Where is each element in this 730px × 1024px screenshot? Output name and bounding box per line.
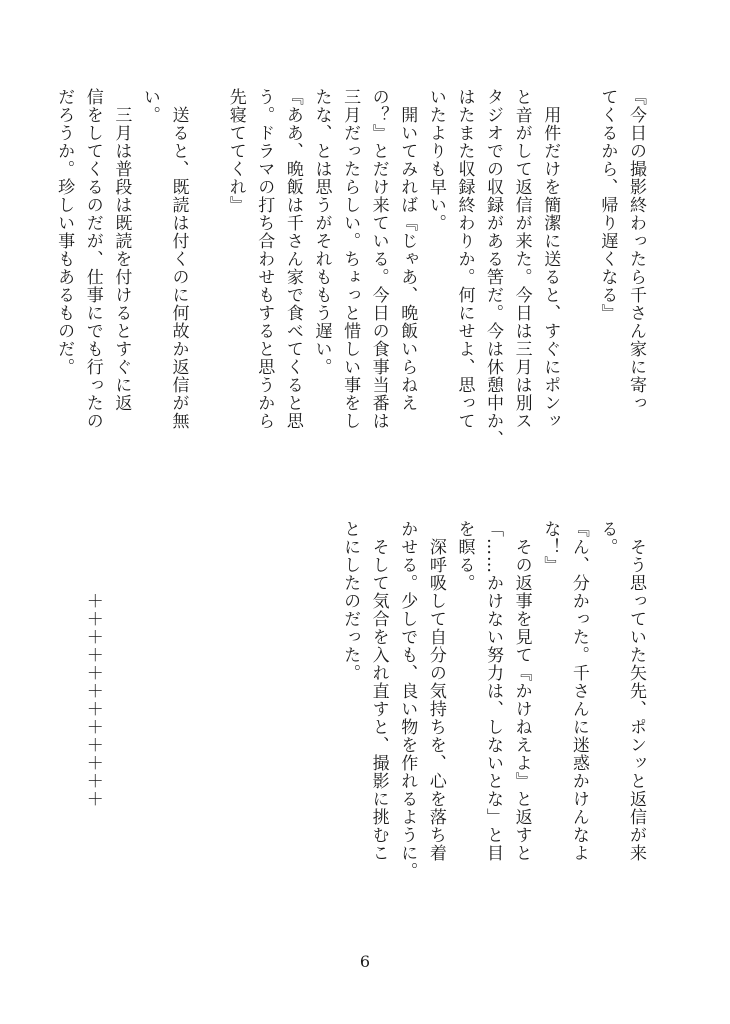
- upper-text-line: 用件だけを簡潔に送ると、すぐにポンッ: [540, 88, 561, 430]
- lower-text-line: [193, 520, 222, 940]
- upper-text-line: 『ああ、晩飯は千さん家で食べてくると思: [282, 88, 303, 430]
- upper-text-line: だろうか。珍しい事もあるものだ。: [54, 88, 75, 376]
- lower-text-line: その返事を見て『かけねえよ』と返すと: [511, 520, 532, 862]
- lower-text-line: [278, 520, 307, 940]
- lower-text-block: [78, 520, 650, 940]
- upper-text-line: の？』とだけ来ている。今日の食事当番は: [368, 88, 389, 430]
- lower-text-line: 『ん、分かった。千さんに迷惑かけんなよ: [568, 520, 589, 862]
- lower-text-line: [221, 520, 250, 940]
- lower-text-line: [107, 520, 136, 940]
- upper-text-line: と音がして返信が来た。今日は三月は別ス: [511, 88, 532, 430]
- upper-text-line: [193, 88, 222, 508]
- lower-text-line: 深呼吸して自分の気持ちを、心を落ち着: [425, 520, 446, 862]
- upper-text-line: 三月だったらしい。ちょっと惜しい事をし: [340, 88, 361, 430]
- lower-text-line: 「……かけない努力は、しないとな」と目: [483, 520, 504, 862]
- lower-text-line: そう思っていた矢先、ポンッと返信が来: [626, 520, 646, 862]
- lower-text-line: そして気合を入れ直すと、撮影に挑むこ: [368, 520, 389, 862]
- lower-text-line: を瞑る。: [454, 520, 475, 592]
- upper-text-line: いたよりも早い。: [425, 88, 446, 232]
- lower-text-line: ＋＋＋＋＋＋＋＋＋＋＋＋: [82, 520, 103, 808]
- upper-text-line: 信をしてくるのだが、仕事にでも行ったの: [82, 88, 103, 430]
- lower-text-line: [307, 520, 336, 940]
- upper-text-line: タジオでの収録がある筈だ。今は休憩中か、: [483, 88, 504, 448]
- lower-text-line: [250, 520, 279, 940]
- lower-text-line: [164, 520, 193, 940]
- upper-text-line: [564, 88, 593, 508]
- upper-text-line: う。ドラマの打ち合わせもすると思うから: [254, 88, 275, 430]
- lower-text-line: る。: [597, 520, 618, 556]
- lower-text-line: な！』: [540, 520, 561, 574]
- upper-text-block: [50, 88, 650, 508]
- upper-text-line: 三月は普段は既読を付けるとすぐに返: [111, 88, 132, 412]
- upper-text-line: はたまた収録終わりか。何にせよ、思って: [454, 88, 475, 430]
- upper-text-line: てくるから、帰り遅くなる』: [597, 88, 618, 322]
- upper-text-line: い。: [139, 88, 160, 124]
- upper-text-line: たな、とは思うがそれももう遅い。: [311, 88, 332, 376]
- upper-text-line: 『今日の撮影終わったら千さん家に寄っ: [626, 88, 646, 412]
- upper-text-line: 先寝ててくれ』: [225, 88, 246, 214]
- upper-text-line: 開いてみれば『じゃあ、晩飯いらねえ: [397, 88, 418, 412]
- lower-text-line: かせる。少しでも、良い物を作れるように。: [397, 520, 418, 880]
- upper-text-line: 送ると、既読は付くのに何故か返信が無: [168, 88, 189, 430]
- lower-text-line: [135, 520, 164, 940]
- lower-text-line: とにしたのだった。: [340, 520, 361, 682]
- page-number: 6: [359, 952, 371, 971]
